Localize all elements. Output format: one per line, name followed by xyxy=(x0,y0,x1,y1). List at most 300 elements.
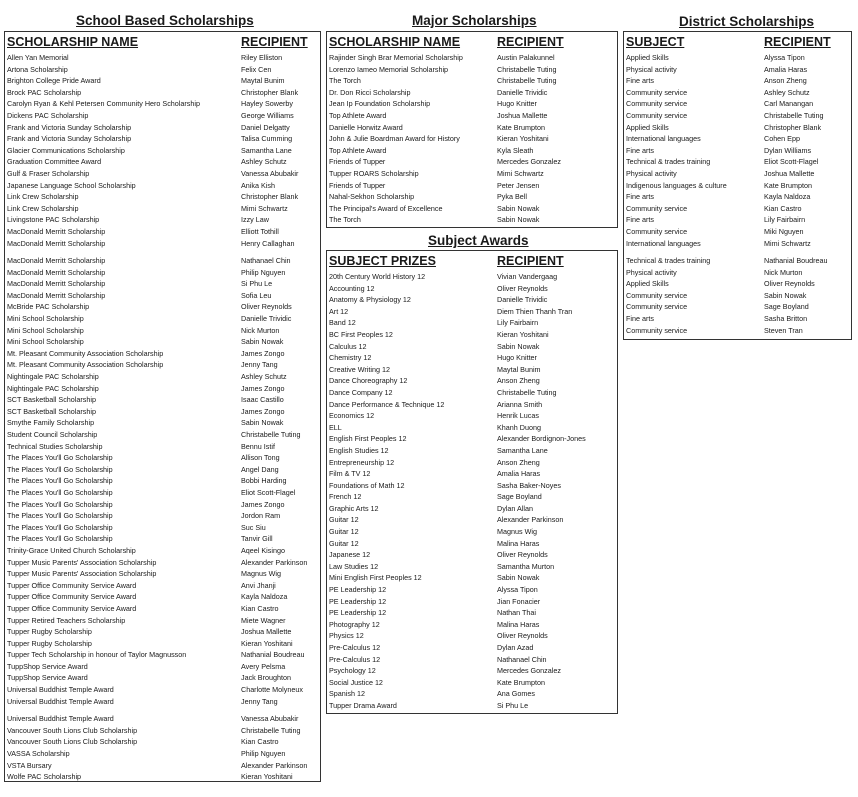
table-row xyxy=(7,255,318,267)
table-row xyxy=(626,325,849,337)
table-row xyxy=(329,607,615,619)
recipient-name: Miki Nguyen xyxy=(764,226,804,236)
recipient-name: Vanessa Abubakir xyxy=(241,168,299,178)
recipient-name: George Williams xyxy=(241,110,294,120)
table-row xyxy=(329,283,615,295)
award-name: Physics 12 xyxy=(329,631,364,641)
table-row xyxy=(7,661,318,673)
table-row xyxy=(7,406,318,418)
table-row xyxy=(626,238,849,250)
table-row xyxy=(329,352,615,364)
award-name: Brighton College Pride Award xyxy=(7,76,101,86)
table-row xyxy=(7,771,318,783)
award-name: Wolfe PAC Scholarship xyxy=(7,772,82,782)
subject-rows xyxy=(329,271,615,712)
award-name: Dance Choreography 12 xyxy=(329,376,408,386)
recipient-name: Izzy Law xyxy=(241,215,269,225)
recipient-name: Samantha Murton xyxy=(497,561,555,571)
table-row xyxy=(626,75,849,87)
recipient-name: Oliver Reynolds xyxy=(497,631,548,641)
table-row xyxy=(329,214,615,226)
table-row xyxy=(329,480,615,492)
award-name: Fine arts xyxy=(626,215,654,225)
table-row xyxy=(7,545,318,557)
award-name: Technical Studies Scholarship xyxy=(7,441,103,451)
award-name: Mini English First Peoples 12 xyxy=(329,573,422,583)
award-name: The Places You'll Go Scholarship xyxy=(7,487,113,497)
recipient-name: Riley Elliston xyxy=(241,53,283,62)
table-row xyxy=(7,168,318,180)
award-name: Guitar 12 xyxy=(329,515,359,525)
award-name: Applied Skills xyxy=(626,122,669,132)
award-name: Economics 12 xyxy=(329,411,375,421)
recipient-name: Bennu Istif xyxy=(241,441,275,451)
table-row xyxy=(329,75,615,87)
award-name: Dance Performance & Technique 12 xyxy=(329,399,445,409)
award-name: Artona Scholarship xyxy=(7,64,68,74)
recipient-name: Kieran Yoshitani xyxy=(497,134,549,144)
recipient-name: Jenny Tang xyxy=(241,360,278,370)
award-name: Tupper Office Community Service Award xyxy=(7,580,137,590)
table-row xyxy=(329,619,615,631)
table-row xyxy=(329,306,615,318)
table-row xyxy=(329,410,615,422)
recipient-name: Christabelle Tuting xyxy=(764,110,824,120)
recipient-name: Ashley Schutz xyxy=(764,87,810,97)
table-row xyxy=(626,226,849,238)
school-name-header: SCHOLARSHIP NAME xyxy=(7,35,139,49)
award-name: Photography 12 xyxy=(329,619,380,629)
recipient-name: Peter Jensen xyxy=(497,180,540,190)
table-row xyxy=(7,725,318,737)
award-name: Tupper Tech Scholarship in honour of Taylor Magnusson xyxy=(7,650,187,660)
recipient-name: Kate Brumpton xyxy=(497,122,545,132)
recipient-name: Talisa Cumming xyxy=(241,134,293,144)
recipient-name: Hugo Knitter xyxy=(497,353,537,363)
recipient-name: Kieran Yoshitani xyxy=(497,329,549,339)
recipient-name: Sabin Nowak xyxy=(497,573,540,583)
table-row xyxy=(329,271,615,283)
table-row xyxy=(329,514,615,526)
award-name: VASSA Scholarship xyxy=(7,749,70,759)
award-name: Link Crew Scholarship xyxy=(7,192,79,202)
table-row xyxy=(329,596,615,608)
award-name: Mt. Pleasant Community Association Scholarship xyxy=(7,360,164,370)
award-name: Social Justice 12 xyxy=(329,677,383,687)
recipient-name: Maytal Bunim xyxy=(497,364,541,374)
award-name: MacDonald Merritt Scholarship xyxy=(7,290,106,300)
recipient-name: Austin Palakunnel xyxy=(497,53,555,62)
award-name: ELL xyxy=(329,422,342,432)
award-name: Community service xyxy=(626,203,688,213)
award-name: The Places You'll Go Scholarship xyxy=(7,511,113,521)
table-row xyxy=(329,156,615,168)
award-name: Chemistry 12 xyxy=(329,353,372,363)
award-name: Carolyn Ryan & Kehl Petersen Community Hero Scholarship xyxy=(7,99,200,109)
recipient-name: Alyssa Tipon xyxy=(764,53,805,62)
award-name: Dickens PAC Scholarship xyxy=(7,110,89,120)
table-row xyxy=(626,301,849,313)
recipient-name: Christabelle Tuting xyxy=(241,725,301,735)
award-name: Nightingale PAC Scholarship xyxy=(7,372,99,382)
table-row xyxy=(626,214,849,226)
table-row xyxy=(7,336,318,348)
table-row xyxy=(329,433,615,445)
award-name: Vancouver South Lions Club Scholarship xyxy=(7,725,138,735)
table-row xyxy=(7,87,318,99)
award-name: Rajinder Singh Brar Memorial Scholarship xyxy=(329,53,463,62)
table-row xyxy=(7,760,318,772)
table-row xyxy=(7,383,318,395)
table-row xyxy=(626,255,849,267)
award-name: Frank and Victoria Sunday Scholarship xyxy=(7,134,132,144)
award-name: Art 12 xyxy=(329,306,349,316)
award-name: Student Council Scholarship xyxy=(7,430,98,439)
recipient-name: Kate Brumpton xyxy=(764,180,812,190)
table-row xyxy=(626,133,849,145)
award-name: Gulf & Fraser Scholarship xyxy=(7,168,90,178)
table-row xyxy=(329,584,615,596)
award-name: Fine arts xyxy=(626,192,654,202)
recipient-name: Miete Wagner xyxy=(241,615,286,625)
award-name: Community service xyxy=(626,325,688,335)
recipient-name: Carl Manangan xyxy=(764,99,814,109)
recipient-name: Sofia Leu xyxy=(241,290,272,300)
school-recipient-header: RECIPIENT xyxy=(241,35,308,49)
recipient-name: Anvi Jhanji xyxy=(241,580,276,590)
table-row xyxy=(329,87,615,99)
table-row xyxy=(329,122,615,134)
subject-prizes-header: SUBJECT PRIZES xyxy=(329,254,436,268)
table-row xyxy=(329,180,615,192)
table-row xyxy=(7,313,318,325)
table-row xyxy=(626,87,849,99)
recipient-name: Isaac Castillo xyxy=(241,395,284,405)
table-row xyxy=(329,468,615,480)
recipient-name: Angel Dang xyxy=(241,464,279,474)
table-row xyxy=(626,191,849,203)
recipient-name: Amalia Haras xyxy=(764,64,808,74)
table-row xyxy=(329,700,615,712)
award-name: Community service xyxy=(626,290,688,300)
table-row xyxy=(329,538,615,550)
table-row xyxy=(329,98,615,110)
recipient-name: Sabin Nowak xyxy=(497,341,540,351)
table-row xyxy=(7,626,318,638)
table-row xyxy=(7,649,318,661)
recipient-name: Nick Murton xyxy=(241,325,280,335)
award-name: Calculus 12 xyxy=(329,341,367,351)
award-name: Graphic Arts 12 xyxy=(329,503,379,513)
recipient-name: Samantha Lane xyxy=(497,445,548,455)
recipient-name: Amalia Haras xyxy=(497,469,541,479)
award-name: Link Crew Scholarship xyxy=(7,203,79,213)
recipient-name: Mimi Schwartz xyxy=(241,203,288,213)
recipient-name: Jenny Tang xyxy=(241,696,278,706)
recipient-name: Alexander Parkinson xyxy=(241,557,308,567)
award-name: Friends of Tupper xyxy=(329,157,386,167)
recipient-name: Sasha Baker-Noyes xyxy=(497,480,561,490)
table-row xyxy=(329,503,615,515)
recipient-name: Alexander Parkinson xyxy=(497,515,564,525)
award-name: SCT Basketball Scholarship xyxy=(7,395,96,405)
subject-awards-title: Subject Awards xyxy=(428,233,529,248)
table-row xyxy=(626,203,849,215)
recipient-name: Eliot Scott-Flagel xyxy=(241,487,296,497)
recipient-name: Anson Zheng xyxy=(764,76,807,86)
award-name: Tupper Music Parents' Association Scholarship xyxy=(7,569,157,579)
table-row xyxy=(329,457,615,469)
award-name: Vancouver South Lions Club Scholarship xyxy=(7,737,138,747)
recipient-name: Vivian Vandergaag xyxy=(497,272,558,281)
recipient-name: Nathanael Chin xyxy=(241,256,291,266)
award-name: The Torch xyxy=(329,76,361,86)
award-name: Livingstone PAC Scholarship xyxy=(7,215,100,225)
award-name: Community service xyxy=(626,302,688,312)
award-name: MacDonald Merritt Scholarship xyxy=(7,238,106,248)
table-row xyxy=(7,394,318,406)
table-row xyxy=(626,156,849,168)
table-row xyxy=(7,110,318,122)
award-name: Physical activity xyxy=(626,168,677,178)
recipient-name: Anson Zheng xyxy=(497,457,540,467)
award-name: International languages xyxy=(626,134,701,144)
district-subject-header: SUBJECT xyxy=(626,35,685,49)
recipient-name: Kian Castro xyxy=(241,603,279,613)
table-row xyxy=(7,238,318,250)
table-row xyxy=(7,499,318,511)
table-row xyxy=(329,677,615,689)
table-row xyxy=(329,549,615,561)
table-row xyxy=(7,475,318,487)
table-row xyxy=(7,191,318,203)
table-row xyxy=(626,278,849,290)
recipient-name: Joshua Mallette xyxy=(241,627,292,637)
award-name: Japanese 12 xyxy=(329,550,371,560)
award-name: Psychology 12 xyxy=(329,666,376,676)
table-row xyxy=(7,156,318,168)
table-row xyxy=(7,75,318,87)
table-row xyxy=(329,561,615,573)
award-name: Universal Buddhist Temple Award xyxy=(7,696,114,706)
recipient-name: Kieran Yoshitani xyxy=(241,638,293,648)
award-name: PE Leadership 12 xyxy=(329,585,387,595)
table-row xyxy=(626,313,849,325)
award-name: McBride PAC Scholarship xyxy=(7,302,90,312)
table-row xyxy=(329,110,615,122)
recipient-name: Joshua Mallette xyxy=(497,110,548,120)
table-row xyxy=(7,325,318,337)
award-name: Tupper ROARS Scholarship xyxy=(329,168,419,178)
award-name: Physical activity xyxy=(626,64,677,74)
award-name: English Studies 12 xyxy=(329,445,389,455)
recipient-name: Mimi Schwartz xyxy=(764,238,811,248)
award-name: Graduation Committee Award xyxy=(7,157,102,167)
table-row xyxy=(329,665,615,677)
table-row xyxy=(7,452,318,464)
major-scholarships-table xyxy=(326,31,618,228)
table-row xyxy=(329,64,615,76)
table-row xyxy=(7,568,318,580)
award-name: Universal Buddhist Temple Award xyxy=(7,685,114,695)
award-name: MacDonald Merritt Scholarship xyxy=(7,267,106,277)
recipient-name: Jack Broughton xyxy=(241,673,291,683)
table-row xyxy=(329,364,615,376)
recipient-name: Jordon Ram xyxy=(241,511,281,521)
award-name: BC First Peoples 12 xyxy=(329,329,393,339)
award-name: Frank and Victoria Sunday Scholarship xyxy=(7,122,132,132)
recipient-name: James Zongo xyxy=(241,406,285,416)
table-row xyxy=(7,64,318,76)
table-row xyxy=(626,180,849,192)
recipient-name: Charlotte Molyneux xyxy=(241,685,303,695)
award-name: Tupper Rugby Scholarship xyxy=(7,627,92,637)
recipient-name: Sabin Nowak xyxy=(764,290,807,300)
recipient-name: Oliver Reynolds xyxy=(241,302,292,312)
table-row xyxy=(7,348,318,360)
table-row xyxy=(329,445,615,457)
table-row xyxy=(329,526,615,538)
award-name: Law Studies 12 xyxy=(329,561,379,571)
district-rows xyxy=(626,52,849,336)
award-name: TuppShop Service Award xyxy=(7,661,88,671)
recipient-name: Christabelle Tuting xyxy=(497,76,557,86)
recipient-name: Danielle Trividic xyxy=(497,295,548,305)
recipient-name: Nathan Thai xyxy=(497,608,537,618)
major-rows xyxy=(329,52,615,226)
table-row xyxy=(329,375,615,387)
award-name: Friends of Tupper xyxy=(329,180,386,190)
table-row xyxy=(329,52,615,64)
school-scholarships-title: School Based Scholarships xyxy=(76,13,254,28)
school-scholarships-table xyxy=(4,31,321,782)
award-name: Entrepreneurship 12 xyxy=(329,457,395,467)
table-row xyxy=(7,122,318,134)
recipient-name: Magnus Wig xyxy=(241,569,281,579)
table-row xyxy=(329,168,615,180)
award-name: MacDonald Merritt Scholarship xyxy=(7,279,106,289)
table-row xyxy=(7,580,318,592)
recipient-name: Elliott Tothill xyxy=(241,226,279,236)
recipient-name: Bobbi Harding xyxy=(241,476,287,486)
recipient-name: Mimi Schwartz xyxy=(497,168,544,178)
table-row xyxy=(7,638,318,650)
recipient-name: Arianna Smith xyxy=(497,399,543,409)
award-name: Brock PAC Scholarship xyxy=(7,87,82,97)
table-row xyxy=(7,672,318,684)
award-name: Spanish 12 xyxy=(329,689,365,699)
recipient-name: Pyka Bell xyxy=(497,192,527,202)
award-name: Community service xyxy=(626,99,688,109)
table-row xyxy=(7,464,318,476)
recipient-name: Alexander Parkinson xyxy=(241,760,308,770)
table-row xyxy=(7,145,318,157)
recipient-name: Anika Kish xyxy=(241,180,275,190)
table-row xyxy=(329,317,615,329)
recipient-name: Magnus Wig xyxy=(497,527,537,537)
recipient-name: Tanvir Gill xyxy=(241,534,273,544)
recipient-name: Nathanael Chin xyxy=(497,654,547,664)
major-name-header: SCHOLARSHIP NAME xyxy=(329,35,461,49)
recipient-name: Alyssa Tipon xyxy=(497,585,538,595)
table-row xyxy=(7,98,318,110)
recipient-name: Kian Castro xyxy=(241,737,279,747)
award-name: Top Athlete Award xyxy=(329,110,387,120)
recipient-name: Aqeel Kisingo xyxy=(241,545,285,555)
recipient-name: James Zongo xyxy=(241,499,285,509)
award-name: MacDonald Merritt Scholarship xyxy=(7,256,106,266)
award-name: Mini School Scholarship xyxy=(7,325,84,335)
table-row xyxy=(329,329,615,341)
award-name: Applied Skills xyxy=(626,53,669,62)
recipient-name: Mercedes Gonzalez xyxy=(497,157,561,167)
table-row xyxy=(7,748,318,760)
award-name: Guitar 12 xyxy=(329,538,359,548)
award-name: PE Leadership 12 xyxy=(329,608,387,618)
recipient-name: James Zongo xyxy=(241,383,285,393)
award-name: Accounting 12 xyxy=(329,283,375,293)
award-name: 20th Century World History 12 xyxy=(329,272,426,281)
table-row xyxy=(7,713,318,725)
award-name: Pre-Calculus 12 xyxy=(329,643,381,652)
award-name: Community service xyxy=(626,226,688,236)
award-name: VSTA Bursary xyxy=(7,760,52,770)
recipient-name: Oliver Reynolds xyxy=(497,550,548,560)
table-row xyxy=(7,615,318,627)
recipient-name: Maytal Bunim xyxy=(241,76,285,86)
recipient-name: Eliot Scott-Flagel xyxy=(764,157,819,167)
recipient-name: Hugo Knitter xyxy=(497,99,537,109)
award-name: Tupper Drama Award xyxy=(329,700,397,710)
table-row xyxy=(7,214,318,226)
award-name: Fine arts xyxy=(626,314,654,324)
table-row xyxy=(329,145,615,157)
table-row xyxy=(7,696,318,708)
recipient-name: Henrik Lucas xyxy=(497,411,539,421)
table-row xyxy=(329,654,615,666)
subject-awards-table xyxy=(326,250,618,714)
award-name: Anatomy & Physiology 12 xyxy=(329,295,411,305)
recipient-name: Christabelle Tuting xyxy=(497,387,557,397)
award-name: Japanese Language School Scholarship xyxy=(7,180,136,190)
recipient-name: Dylan Allan xyxy=(497,503,533,513)
recipient-name: Khanh Duong xyxy=(497,422,541,432)
subject-recipient-header: RECIPIENT xyxy=(497,254,564,268)
award-name: The Torch xyxy=(329,215,361,225)
recipient-name: Sabin Nowak xyxy=(497,215,540,225)
recipient-name: Lily Fairbairn xyxy=(497,318,539,328)
table-row xyxy=(7,359,318,371)
recipient-name: Danielle Trividic xyxy=(497,87,548,97)
table-row xyxy=(329,630,615,642)
table-row xyxy=(329,399,615,411)
recipient-name: Christabelle Tuting xyxy=(497,64,557,74)
recipient-name: Philip Nguyen xyxy=(241,267,286,277)
award-name: Fine arts xyxy=(626,76,654,86)
award-name: Physical activity xyxy=(626,267,677,277)
recipient-name: Dylan Williams xyxy=(764,145,812,155)
table-row xyxy=(7,226,318,238)
table-row xyxy=(626,290,849,302)
major-scholarships-title: Major Scholarships xyxy=(412,13,537,28)
table-row xyxy=(7,290,318,302)
award-name: John & Julie Boardman Award for History xyxy=(329,134,460,144)
table-row xyxy=(626,145,849,157)
award-name: Applied Skills xyxy=(626,279,669,289)
table-row xyxy=(7,591,318,603)
recipient-name: Kyla Sleath xyxy=(497,145,534,155)
recipient-name: Sabin Nowak xyxy=(241,337,284,347)
